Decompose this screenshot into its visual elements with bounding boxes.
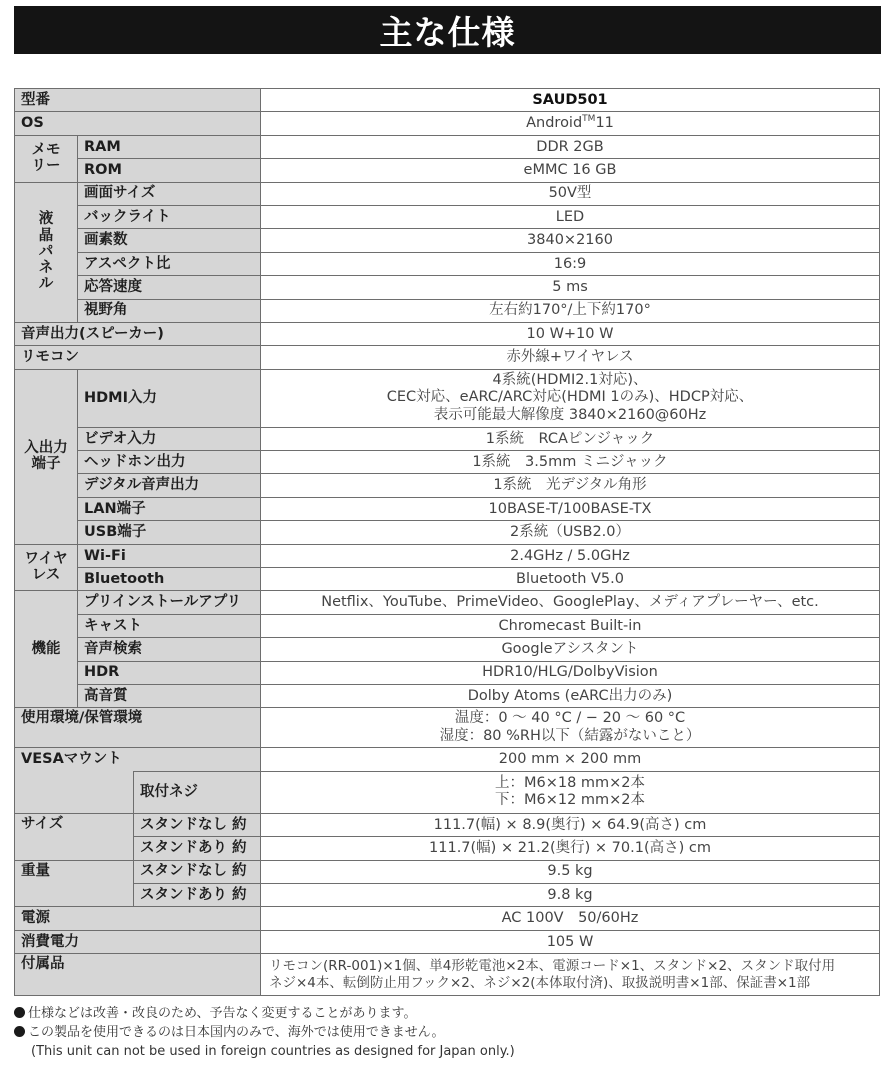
environment-value bbox=[261, 708, 880, 748]
vesa-spacer bbox=[15, 771, 134, 813]
table-row bbox=[15, 568, 880, 591]
table-row bbox=[15, 474, 880, 497]
page-title: 主な仕様 bbox=[379, 12, 516, 52]
row-value: Chromecast Built-in bbox=[261, 614, 880, 637]
table-row bbox=[15, 427, 880, 450]
table-row-os bbox=[15, 112, 880, 135]
os-version: 11 bbox=[595, 115, 614, 132]
table-row-remote bbox=[15, 346, 880, 369]
bullet-icon bbox=[14, 1007, 25, 1018]
table-row bbox=[15, 614, 880, 637]
table-row bbox=[15, 276, 880, 299]
table-row bbox=[15, 860, 880, 883]
row-label: OS bbox=[15, 112, 261, 135]
row-label: 音声出力(スピーカー) bbox=[15, 322, 261, 345]
table-row bbox=[15, 661, 880, 684]
table-row-accessories bbox=[15, 954, 880, 996]
footnotes bbox=[14, 1004, 515, 1061]
table-row-power bbox=[15, 907, 880, 930]
row-label: ROM bbox=[78, 159, 261, 182]
category-size: サイズ bbox=[15, 813, 134, 860]
table-row bbox=[15, 521, 880, 544]
row-label: USB端子 bbox=[78, 521, 261, 544]
row-value: 1系統 3.5mm ミニジャック bbox=[261, 451, 880, 474]
row-label: キャスト bbox=[78, 614, 261, 637]
row-label: Bluetooth bbox=[78, 568, 261, 591]
table-row-hdmi bbox=[15, 369, 880, 427]
table-row bbox=[15, 638, 880, 661]
row-value: 111.7(幅) × 8.9(奥行) × 64.9(高さ) cm bbox=[261, 813, 880, 836]
footnote-english: (This unit can not be used in foreign countries as designed for Japan only.) bbox=[31, 1044, 515, 1059]
bullet-icon bbox=[14, 1026, 25, 1037]
row-value: Netflix、YouTube、PrimeVideo、GooglePlay、メディアプレーヤー、etc. bbox=[261, 591, 880, 614]
row-label: プリインストールアプリ bbox=[78, 591, 261, 614]
row-value: Dolby Atoms (eARC出力のみ) bbox=[261, 684, 880, 707]
row-label: 音声検索 bbox=[78, 638, 261, 661]
hdmi-line: 表示可能最大解像度 3840×2160@60Hz bbox=[433, 406, 707, 423]
table-row bbox=[15, 591, 880, 614]
row-value: 1系統 RCAピンジャック bbox=[261, 427, 880, 450]
footnote-text: この製品を使用できるのは日本国内のみで、海外では使用できません。 bbox=[28, 1025, 445, 1040]
title-bar bbox=[14, 6, 881, 54]
row-value: 10 W+10 W bbox=[261, 322, 880, 345]
humidity-line: 湿度：80 %RH以下（結露がないこと） bbox=[439, 727, 701, 744]
row-value: AC 100V 50/60Hz bbox=[261, 907, 880, 930]
hdmi-value bbox=[261, 369, 880, 427]
row-value: 10BASE-T/100BASE-TX bbox=[261, 497, 880, 520]
row-value: 9.5 kg bbox=[261, 860, 880, 883]
row-label: 使用環境/保管環境 bbox=[15, 708, 261, 748]
row-value: eMMC 16 GB bbox=[261, 159, 880, 182]
row-value: 9.8 kg bbox=[261, 883, 880, 906]
row-value: 50V型 bbox=[261, 182, 880, 205]
table-row bbox=[15, 229, 880, 252]
row-label: HDMI入力 bbox=[78, 369, 261, 427]
row-label: バックライト bbox=[78, 205, 261, 228]
table-row bbox=[15, 299, 880, 322]
category-memory bbox=[15, 135, 78, 182]
row-label: 消費電力 bbox=[15, 930, 261, 953]
spec-table bbox=[14, 88, 880, 996]
row-value: 111.7(幅) × 21.2(奥行) × 70.1(高さ) cm bbox=[261, 837, 880, 860]
row-value: Bluetooth V5.0 bbox=[261, 568, 880, 591]
row-label: デジタル音声出力 bbox=[78, 474, 261, 497]
row-label: スタンドなし 約 bbox=[134, 813, 261, 836]
row-value: 2.4GHz / 5.0GHz bbox=[261, 544, 880, 567]
hdmi-line: CEC対応、eARC/ARC対応(HDMI 1のみ)、HDCP対応、 bbox=[386, 389, 754, 406]
row-value: 105 W bbox=[261, 930, 880, 953]
row-value: 16:9 bbox=[261, 252, 880, 275]
category-panel bbox=[15, 182, 78, 322]
row-value: 3840×2160 bbox=[261, 229, 880, 252]
accessories-value bbox=[261, 954, 880, 996]
row-label: 取付ネジ bbox=[134, 771, 261, 813]
row-value: 2系統（USB2.0） bbox=[261, 521, 880, 544]
row-value: 200 mm × 200 mm bbox=[261, 748, 880, 771]
row-label: HDR bbox=[78, 661, 261, 684]
category-wireless bbox=[15, 544, 78, 591]
row-label: 応答速度 bbox=[78, 276, 261, 299]
table-row bbox=[15, 684, 880, 707]
row-label: スタンドなし 約 bbox=[134, 860, 261, 883]
row-label: 電源 bbox=[15, 907, 261, 930]
row-label: 視野角 bbox=[78, 299, 261, 322]
footnote-text: 仕様などは改善・改良のため、予告なく変更することがあります。 bbox=[28, 1006, 417, 1021]
row-label: Wi-Fi bbox=[78, 544, 261, 567]
category-label: 入出力端子 bbox=[24, 440, 68, 473]
row-label: VESAマウント bbox=[15, 748, 261, 771]
row-value: 左右約170°/上下約170° bbox=[261, 299, 880, 322]
table-row bbox=[15, 182, 880, 205]
table-row bbox=[15, 451, 880, 474]
footnote bbox=[14, 1023, 515, 1042]
category-weight: 重量 bbox=[15, 860, 134, 907]
table-row-audio bbox=[15, 322, 880, 345]
row-label: 画面サイズ bbox=[78, 182, 261, 205]
table-row bbox=[15, 837, 880, 860]
row-label: アスペクト比 bbox=[78, 252, 261, 275]
row-label: 画素数 bbox=[78, 229, 261, 252]
table-row bbox=[15, 159, 880, 182]
table-row bbox=[15, 813, 880, 836]
category-label: ワイヤレス bbox=[24, 551, 68, 584]
screw-value bbox=[261, 771, 880, 813]
row-value: 5 ms bbox=[261, 276, 880, 299]
table-row bbox=[15, 205, 880, 228]
screw-line-upper: 上：M6×18 mm×2本 bbox=[494, 774, 646, 791]
table-row-vesa-screw bbox=[15, 771, 880, 813]
row-value: LED bbox=[261, 205, 880, 228]
category-io bbox=[15, 369, 78, 544]
category-label: メモリー bbox=[31, 142, 61, 175]
table-row bbox=[15, 544, 880, 567]
table-row-model bbox=[15, 89, 880, 112]
row-label: スタンドあり 約 bbox=[134, 883, 261, 906]
row-value: Googleアシスタント bbox=[261, 638, 880, 661]
os-value bbox=[261, 112, 880, 135]
table-row-environment bbox=[15, 708, 880, 748]
accessories-line: リモコン(RR-001)×1個、単4形乾電池×2本、電源コード×1、スタンド×2、スタンド取付用 bbox=[269, 958, 836, 975]
row-label: リモコン bbox=[15, 346, 261, 369]
table-row bbox=[15, 252, 880, 275]
accessories-line: ネジ×4本、転倒防止用フック×2、ネジ×2(本体取付済)、取扱説明書×1部、保証書×1部 bbox=[269, 974, 811, 991]
row-label: スタンドあり 約 bbox=[134, 837, 261, 860]
table-row-vesa bbox=[15, 748, 880, 771]
screw-line-lower: 下：M6×12 mm×2本 bbox=[494, 792, 646, 809]
model-value: SAUD501 bbox=[261, 89, 880, 112]
table-row bbox=[15, 883, 880, 906]
row-label: 型番 bbox=[15, 89, 261, 112]
row-label: ヘッドホン出力 bbox=[78, 451, 261, 474]
row-label: RAM bbox=[78, 135, 261, 158]
table-row-consumption bbox=[15, 930, 880, 953]
row-value: 1系統 光デジタル角形 bbox=[261, 474, 880, 497]
temperature-line: 温度：0 ～ 40 °C / − 20 ～ 60 °C bbox=[454, 710, 686, 727]
row-label: 付属品 bbox=[15, 954, 261, 996]
row-value: HDR10/HLG/DolbyVision bbox=[261, 661, 880, 684]
trademark-mark: TM bbox=[582, 114, 596, 125]
table-row bbox=[15, 135, 880, 158]
footnote bbox=[14, 1004, 515, 1023]
category-label: 液晶パネル bbox=[38, 211, 54, 293]
hdmi-line: 4系統(HDMI2.1対応)、 bbox=[492, 372, 648, 389]
os-name: Android bbox=[526, 115, 583, 132]
row-value: 赤外線+ワイヤレス bbox=[261, 346, 880, 369]
category-features: 機能 bbox=[15, 591, 78, 708]
row-label: LAN端子 bbox=[78, 497, 261, 520]
table-row bbox=[15, 497, 880, 520]
row-label: 高音質 bbox=[78, 684, 261, 707]
row-label: ビデオ入力 bbox=[78, 427, 261, 450]
row-value: DDR 2GB bbox=[261, 135, 880, 158]
